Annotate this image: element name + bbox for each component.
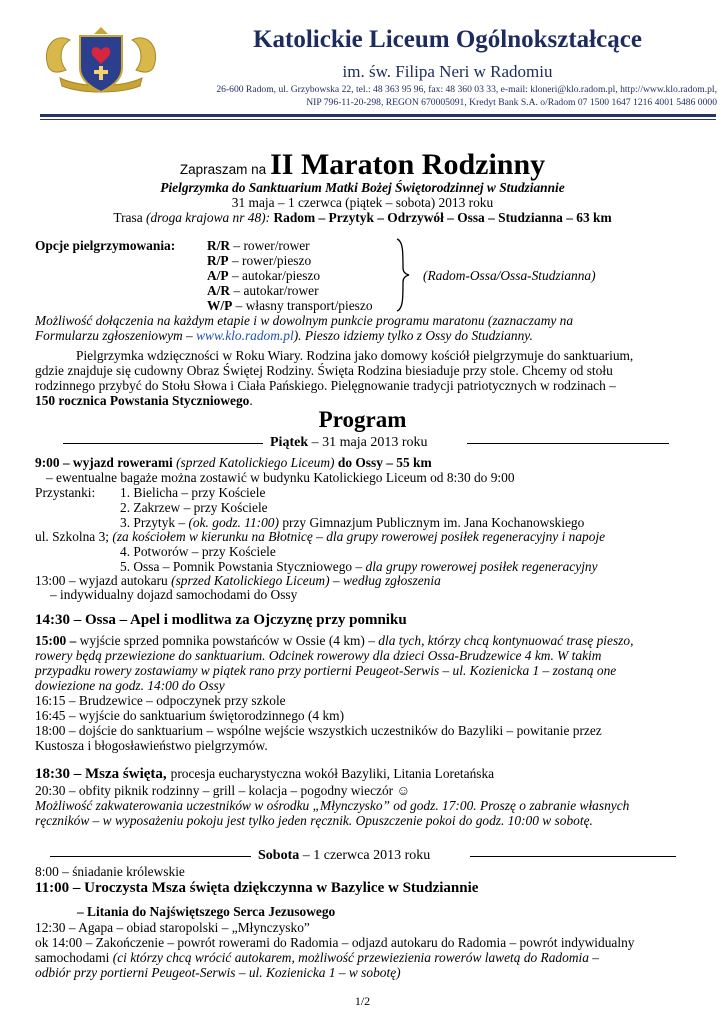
stop-2: 2. Zakrzew – przy Kościele (120, 500, 268, 515)
event-1800: 18:00 – dojście do sanktuarium – wspólne wejście wszystkich uczestników do Bazyliki – powitanie przez (35, 723, 602, 738)
desc-line-4: 150 rocznica Powstania Styczniowego. (35, 393, 253, 408)
thanks-mass: 11:00 – Uroczysta Msza święta dziękczynna w Bazylice w Studziannie (35, 880, 479, 896)
stop-3-cont: ul. Szkolna 3; (za kościołem w kierunku na Błotnicę – dla grupy rowerowej posiłek regeneracyjny i napoje (35, 529, 606, 544)
school-address (112, 84, 717, 109)
stop-3: 3. Przytyk – (ok. godz. 11:00) przy Gimnazjum Publicznym im. Jana Kochanowskiego (120, 515, 585, 530)
options-brace (395, 238, 411, 317)
saturday-rule-right (470, 856, 676, 857)
options-label: Opcje pielgrzymowania: (35, 238, 176, 253)
option-ap: A/P – autokar/pieszo (207, 268, 321, 283)
event-1800-cont: Kustosza i błogosławieństwo pielgrzymów. (35, 738, 268, 753)
event-heading (0, 148, 725, 182)
option-rp: R/P – rower/pieszo (207, 253, 312, 268)
walk-line-2: rowery będą przewiezione do sanktuarium. Odcinek rowerowy dla dzieci Ossa-Brudzewice 4 km. W takim (35, 648, 602, 663)
desc-line-2: gdzie znajduje się cudowny Obraz Świętej Rodziny. Święta Rodzina biesiaduje przy stole. Chcemy od stołu (35, 363, 613, 378)
route-note: (droga krajowa nr 48): (146, 210, 271, 225)
school-patron: im. św. Filipa Neri w Radomiu (342, 62, 553, 81)
event-subtitle: Pielgrzymka do Sanktuarium Matki Bożej Świętorodzinnej w Studziannie (160, 180, 565, 195)
join-note-1: Możliwość dołączenia na każdym etapie i w dowolnym punkcie programu maratonu (zaznaczamy na (35, 313, 574, 328)
bus-departure: 13:00 – wyjazd autokaru (sprzed Katolickiego Liceum) – według zgłoszenia (35, 573, 441, 588)
options-route-note: (Radom-Ossa/Ossa-Studzianna) (423, 268, 596, 283)
walk-line-3: przypadku rowery zostawiamy w piątek rano przy portierni Peugeot-Serwis – ul. Kozienicka 1 – zostaną one (35, 663, 617, 678)
stops-label: Przystanki: (35, 485, 96, 500)
own-transport: – indywidualny dojazd samochodami do Ossy (50, 587, 298, 602)
ossa-heading: 14:30 – Ossa – Apel i modlitwa za Ojczyznę przy pomniku (35, 612, 407, 628)
luggage-note: – ewentualne bagaże można zostawić w budynku Katolickiego Liceum od 8:30 do 9:00 (46, 470, 515, 485)
event-1615: 16:15 – Brudzewice – odpoczynek przy szkole (35, 693, 286, 708)
website-link[interactable]: www.klo.radom.pl (196, 328, 294, 343)
event-route (0, 210, 725, 226)
desc-line-3: rodzinnego przybyć do Stołu Słowa i Ciała Pańskiego. Pielęgnowanie tradycji patriotycznych w rodzinach – (35, 378, 616, 393)
event-1645: 16:45 – wyjście do sanktuarium świętorodzinnego (4 km) (35, 708, 345, 723)
breakfast-line: 8:00 – śniadanie królewskie (35, 864, 185, 879)
end-line-2: samochodami (ci którzy chcą wrócić autokarem, możliwość przewiezienia rowerów lawetą do Radomia – (35, 950, 599, 965)
option-ar: A/R – autokar/rower (207, 283, 319, 298)
walk-line-4: dowiezione na godz. 14:00 do Ossy (35, 678, 225, 693)
address-line-2: NIP 796-11-20-298, REGON 670005091, Kredyt Bank S.A. o/Radom 07 1500 1647 1216 4001 5486 0000 (306, 96, 717, 108)
mass-line: 18:30 – Msza święta, procesja eucharystyczna wokół Bazyliki, Litania Loretańska (35, 766, 495, 782)
desc-line-1: Pielgrzymka wdzięczności w Roku Wiary. Rodzina jako domowy kościół pielgrzymuje do sanktuarium, (76, 348, 634, 363)
header-rule-thin (40, 119, 716, 120)
friday-heading: Piątek – 31 maja 2013 roku (270, 435, 428, 450)
friday-rule-left (63, 443, 263, 444)
saturday-rule-left (50, 856, 251, 857)
address-line-1: 26-600 Radom, ul. Grzybowska 22, tel.: 48 363 95 96, fax: 48 360 03 33, e-mail: kloneri@klo.radom.pl, http://www.klo.radom.pl, (216, 84, 717, 95)
invite-text: Zapraszam na (179, 162, 267, 177)
stop-5: 5. Ossa – Pomnik Powstania Styczniowego – dla grupy rowerowej posiłek regeneracyjny (120, 559, 598, 574)
join-note-2: Formularzu zgłoszeniowym – www.klo.radom.pl). Pieszo idziemy tylko z Ossy do Studzianny. (35, 328, 533, 343)
program-title: Program (318, 407, 407, 432)
route-text: Radom – Przytyk – Odrzywół – Ossa – Studzianna – 63 km (273, 210, 612, 225)
header-rule (40, 114, 716, 117)
option-wp: W/P – własny transport/pieszo (207, 298, 373, 313)
page-number: 1/2 (354, 994, 371, 1008)
end-line-3: odbiór przy portierni Peugeot-Serwis – ul. Kozienicka 1 – w sobotę) (35, 965, 401, 980)
stop-4: 4. Potworów – przy Kościele (120, 544, 276, 559)
saturday-heading: Sobota – 1 czerwca 2013 roku (258, 848, 431, 863)
lunch-line: 12:30 – Agapa – obiad staropolski – „Młynczysko” (35, 920, 310, 935)
stop-1: 1. Bielicha – przy Kościele (120, 485, 266, 500)
lodging-line-2: ręczników – w wyposażeniu pokoju jest tylko jeden ręcznik. Opuszczenie pokoi do godz. 10:00 w sobotę. (35, 813, 593, 828)
litany-line: – Litania do Najświętszego Serca Jezusowego (77, 904, 336, 919)
friday-rule-right (467, 443, 669, 444)
option-rr: R/R – rower/rower (207, 238, 310, 253)
walk-line-1: 15:00 – wyjście sprzed pomnika powstańców w Ossie (4 km) – dla tych, którzy chcą kontynuować trasę pieszo, (35, 633, 634, 648)
picnic-line: 20:30 – obfity piknik rodzinny – grill – kolacja – pogodny wieczór ☺ (35, 783, 411, 798)
route-label: Trasa (113, 210, 143, 225)
end-line-1: ok 14:00 – Zakończenie – powrót rowerami do Radomia – odjazd autokaru do Radomia – powrót indywidualny (35, 935, 635, 950)
event-title: II Maraton Rodzinny (270, 148, 546, 181)
school-name: Katolickie Liceum Ogólnokształcące (253, 26, 642, 53)
event-dates: 31 maja – 1 czerwca (piątek – sobota) 2013 roku (231, 195, 494, 210)
lodging-line-1: Możliwość zakwaterowania uczestników w ośrodku „Młynczysko” od godz. 17:00. Proszę o zabranie własnych (35, 798, 630, 813)
departure-line: 9:00 – wyjazd rowerami (sprzed Katolickiego Liceum) do Ossy – 55 km (35, 455, 432, 470)
